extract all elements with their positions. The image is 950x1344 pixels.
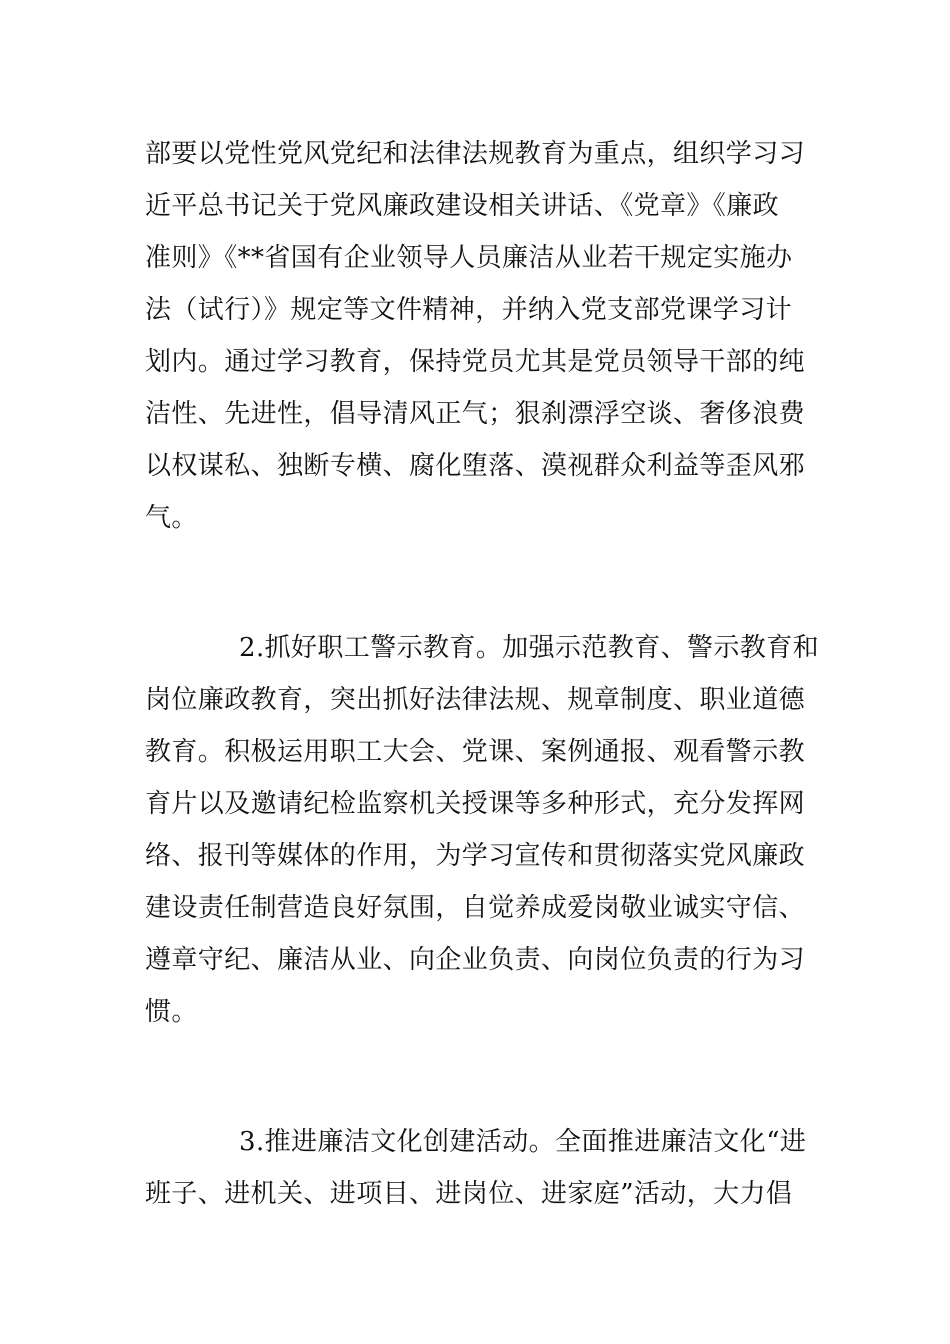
paragraph-heading-line: 2.抓好职工警示教育。加强示范教育、警示教育和 — [239, 633, 820, 663]
paragraph-line: 近平总书记关于党风廉政建设相关讲话、《党章》《廉政 — [145, 191, 780, 221]
paragraph-line: 法（试行）》规定等文件精神，并纳入党支部党课学习计 — [145, 295, 793, 325]
paragraph-line: 气。 — [145, 503, 198, 533]
paragraph-line: 教育。积极运用职工大会、党课、案例通报、观看警示教 — [145, 737, 806, 767]
paragraph-line: 育片以及邀请纪检监察机关授课等多种形式，充分发挥网 — [145, 789, 806, 819]
paragraph-line: 班子、进机关、进项目、进岗位、进家庭”活动，大力倡 — [145, 1179, 793, 1209]
paragraph-line: 岗位廉政教育，突出抓好法律法规、规章制度、职业道德 — [145, 685, 806, 715]
paragraph-line: 部要以党性党风党纪和法律法规教育为重点，组织学习习 — [145, 139, 806, 169]
paragraph-line: 以权谋私、独断专横、腐化堕落、漠视群众利益等歪风邪 — [145, 451, 806, 481]
paragraph-heading-line: 3.推进廉洁文化创建活动。全面推进廉洁文化“进 — [239, 1127, 807, 1157]
paragraph-line: 洁性、先进性，倡导清风正气；狠刹漂浮空谈、奢侈浪费 — [145, 399, 806, 429]
paragraph-line: 划内。通过学习教育，保持党员尤其是党员领导干部的纯 — [145, 347, 806, 377]
paragraph-line: 遵章守纪、廉洁从业、向企业负责、向岗位负责的行为习 — [145, 945, 806, 975]
paragraph-line: 络、报刊等媒体的作用，为学习宣传和贯彻落实党风廉政 — [145, 841, 806, 871]
paragraph-line: 惯。 — [145, 997, 198, 1027]
paragraph-line: 建设责任制营造良好氛围，自觉养成爱岗敬业诚实守信、 — [145, 893, 806, 923]
paragraph-line: 准则》《**省国有企业领导人员廉洁从业若干规定实施办 — [145, 243, 793, 273]
